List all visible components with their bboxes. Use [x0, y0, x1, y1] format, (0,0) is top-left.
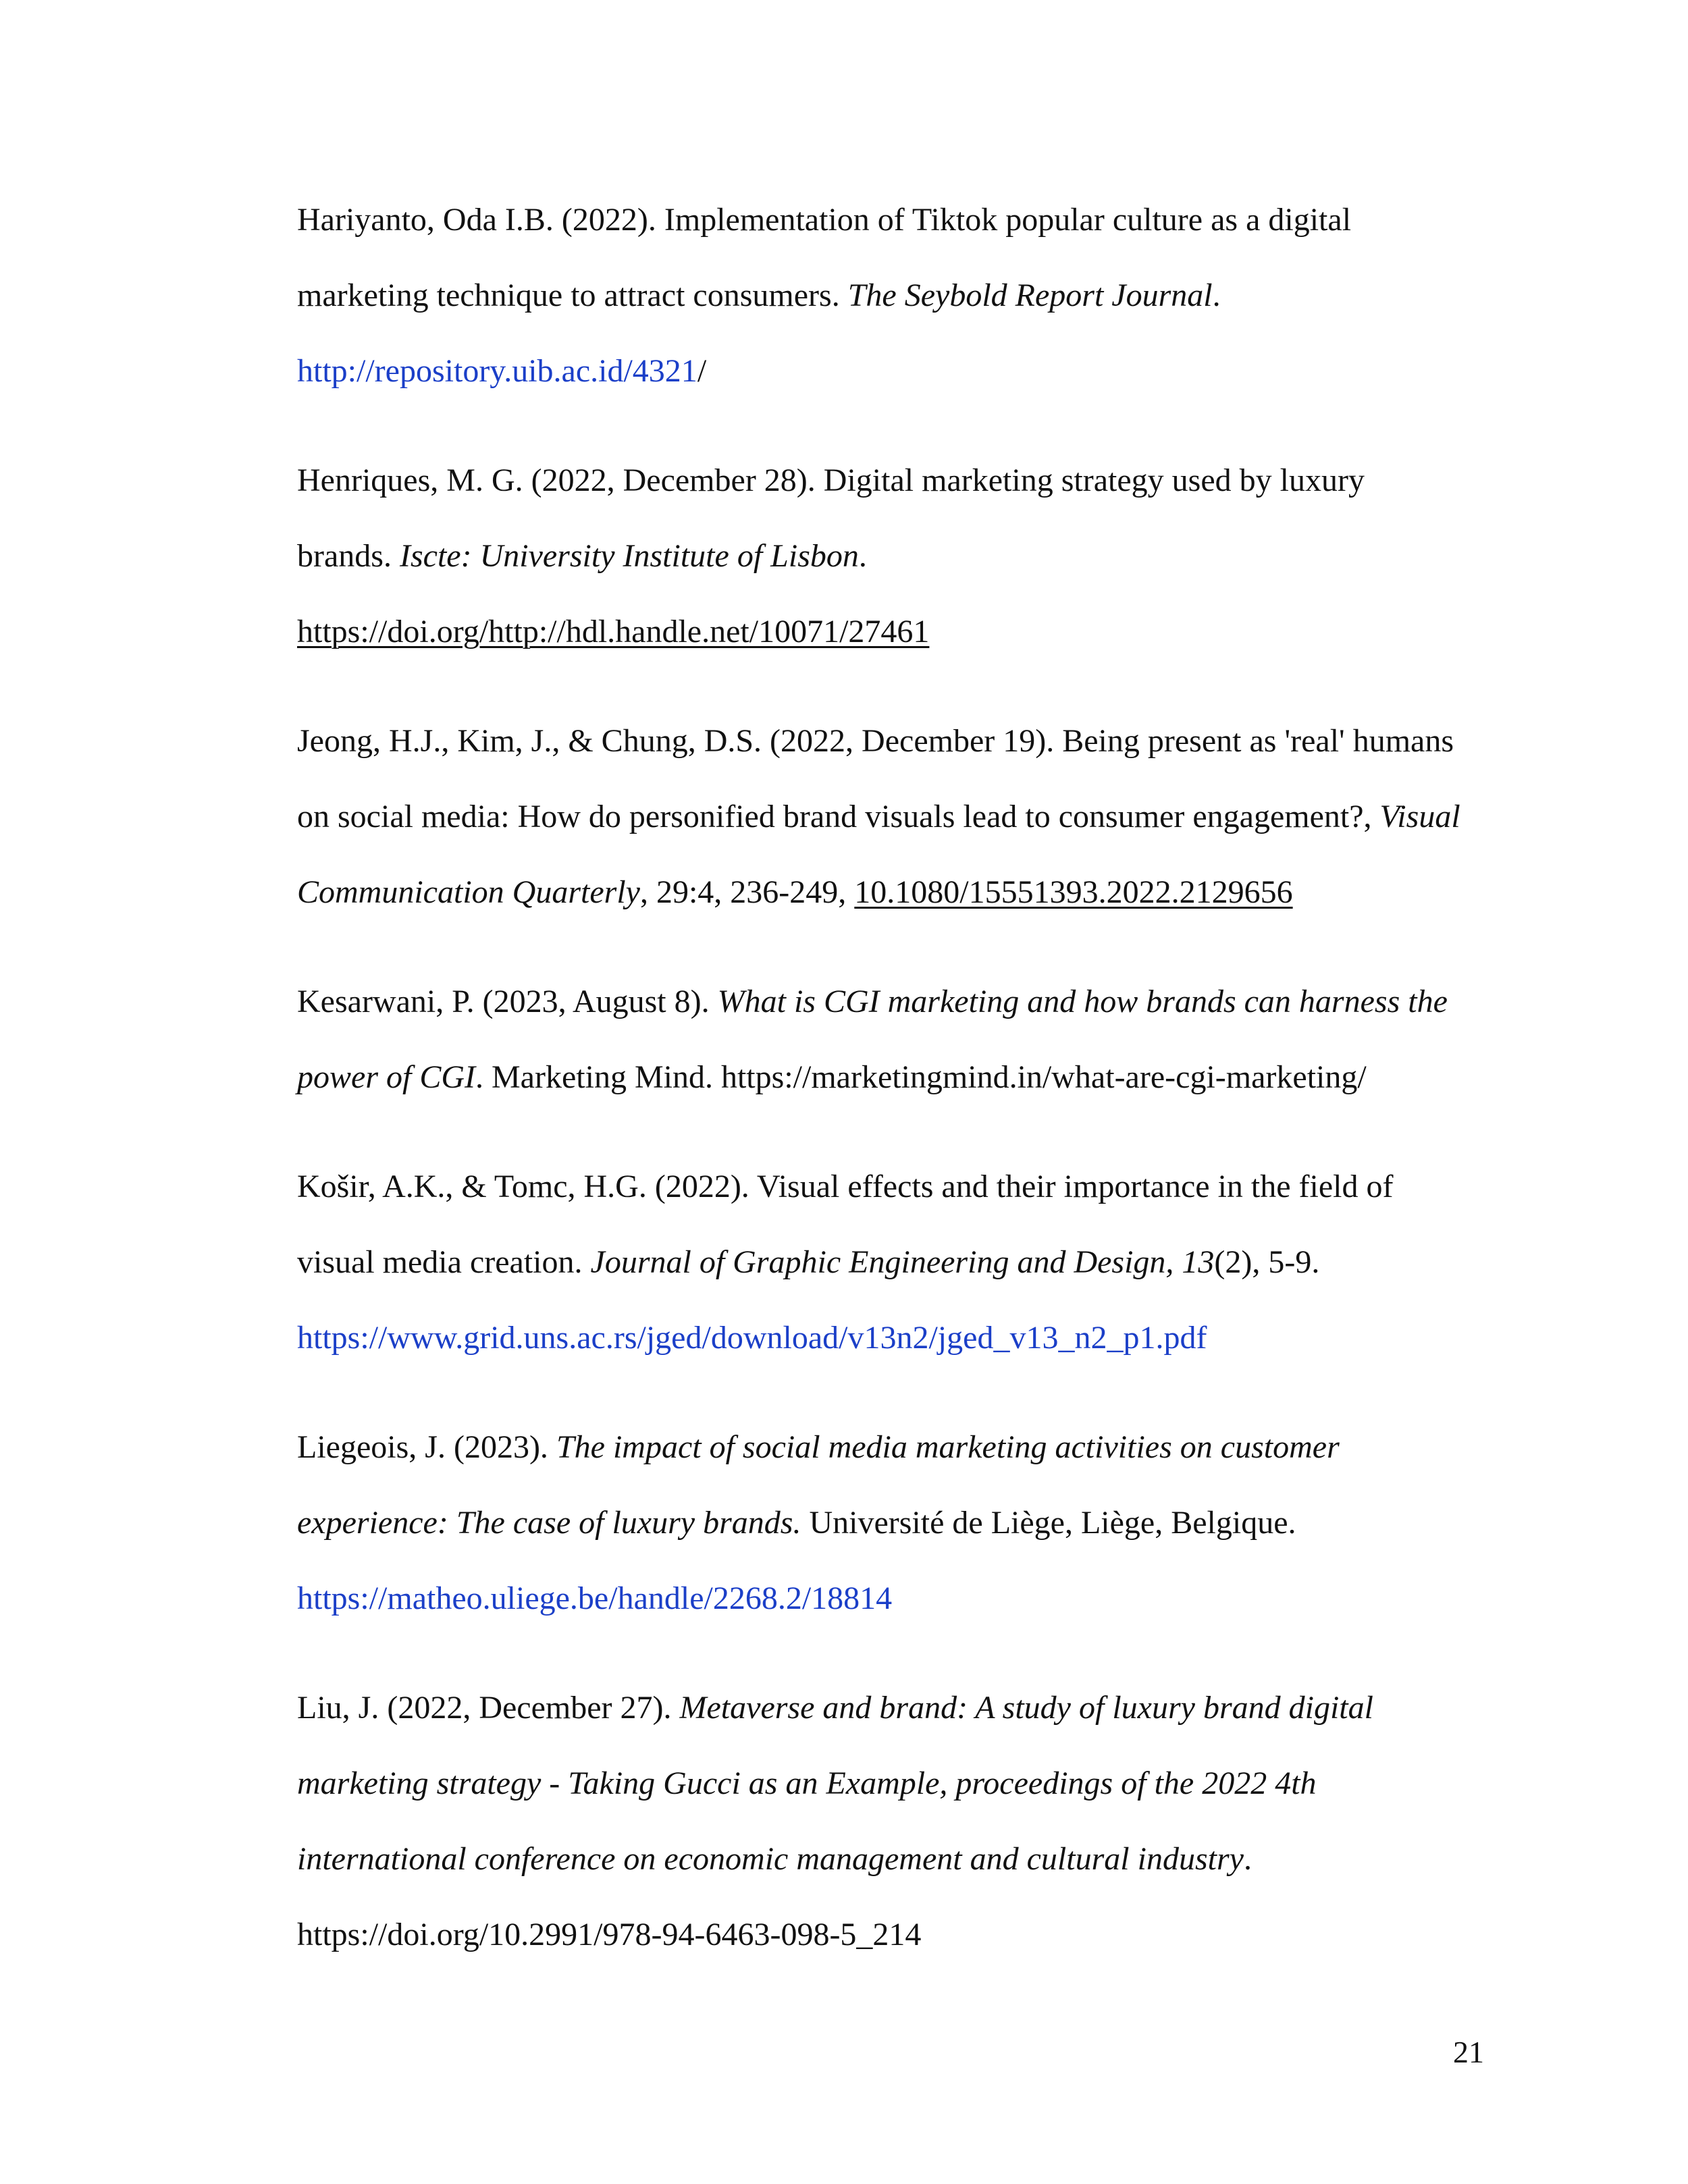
reference-text: Henriques, M. G. (2022, December 28). Digital marketing strategy used by luxury [297, 462, 1365, 498]
reference-line [297, 1311, 1492, 1387]
reference-text: Liegeois, J. (2023). [297, 1429, 556, 1465]
reference-text: on social media: How do personified brand visuals lead to consumer engagement?, [297, 799, 1380, 834]
journal-title: The Seybold Report Journal [847, 277, 1213, 313]
reference-text: Košir, A.K., & Tomc, H.G. (2022). Visual effects and their importance in the field of [297, 1169, 1394, 1204]
reference-line [297, 454, 1492, 529]
reference-entry [297, 1160, 1492, 1387]
reference-line [297, 714, 1492, 790]
work-title: What is CGI marketing and how brands can harness the [717, 984, 1448, 1019]
work-title: international conference on economic management and cultural industry [297, 1841, 1244, 1877]
reference-link[interactable]: http://repository.uib.ac.id/4321 [297, 353, 697, 389]
reference-line [297, 1160, 1492, 1235]
reference-entry [297, 454, 1492, 681]
reference-line [297, 1832, 1492, 1908]
reference-line [297, 1496, 1492, 1572]
journal-title: Journal of Graphic Engineering and Design, 13 [590, 1244, 1215, 1280]
reference-entry [297, 1681, 1492, 1983]
reference-entry [297, 714, 1492, 941]
reference-line [297, 1050, 1492, 1126]
reference-text: . Marketing Mind. https://marketingmind.in/what-are-cgi-marketing/ [475, 1059, 1367, 1095]
reference-line [297, 1572, 1492, 1647]
page-number: 21 [1453, 2035, 1484, 2069]
reference-text: Hariyanto, Oda I.B. (2022). Implementation of Tiktok popular culture as a digital [297, 202, 1352, 238]
reference-line [297, 344, 1492, 420]
work-title: Metaverse and brand: A study of luxury brand digital [679, 1690, 1373, 1726]
reference-text: . [1243, 1841, 1252, 1877]
reference-entry [297, 193, 1492, 420]
reference-line [297, 790, 1492, 865]
reference-link[interactable]: https://doi.org/10.2991/978-94-6463-098-5_214 [297, 1917, 922, 1952]
reference-line [297, 1757, 1492, 1832]
reference-line [297, 605, 1492, 681]
reference-text: marketing technique to attract consumers. [297, 277, 848, 313]
journal-title: Iscte: University Institute of Lisbon [399, 538, 859, 574]
journal-title: Communication Quarterly [297, 874, 640, 910]
reference-line [297, 269, 1492, 344]
work-title: The impact of social media marketing activities on customer [556, 1429, 1340, 1465]
reference-text: brands. [297, 538, 400, 574]
reference-text: Jeong, H.J., Kim, J., & Chung, D.S. (2022, December 19). Being present as 'real' humans [297, 723, 1454, 759]
reference-line [297, 865, 1492, 941]
reference-text: Liu, J. (2022, December 27). [297, 1690, 680, 1726]
reference-line [297, 1420, 1492, 1496]
reference-entry [297, 1420, 1492, 1647]
reference-text: / [697, 353, 707, 389]
reference-text: Kesarwani, P. (2023, August 8). [297, 984, 718, 1019]
reference-link[interactable]: https://www.grid.uns.ac.rs/jged/download/v13n2/jged_v13_n2_p1.pdf [297, 1320, 1207, 1356]
reference-text: Université de Liège, Liège, Belgique. [801, 1505, 1296, 1541]
reference-line [297, 1908, 1492, 1983]
reference-line [297, 1235, 1492, 1311]
reference-text: (2), 5-9. [1214, 1244, 1320, 1280]
reference-entry [297, 975, 1492, 1126]
reference-text: . [858, 538, 867, 574]
reference-list [297, 193, 1492, 1983]
reference-line [297, 975, 1492, 1050]
work-title: marketing strategy - Taking Gucci as an Example, proceedings of the 2022 4th [297, 1765, 1317, 1801]
reference-text: . [1212, 277, 1221, 313]
reference-link[interactable]: https://matheo.uliege.be/handle/2268.2/18814 [297, 1580, 893, 1616]
journal-title: Visual [1379, 799, 1460, 834]
work-title: power of CGI [297, 1059, 475, 1095]
reference-line [297, 529, 1492, 605]
reference-text: , 29:4, 236-249, [639, 874, 855, 910]
doi-link[interactable]: 10.1080/15551393.2022.2129656 [854, 874, 1293, 910]
reference-text: visual media creation. [297, 1244, 591, 1280]
reference-line [297, 193, 1492, 269]
reference-line [297, 1681, 1492, 1757]
work-title: experience: The case of luxury brands. [297, 1505, 801, 1541]
reference-link[interactable]: https://doi.org/http://hdl.handle.net/10071/27461 [297, 614, 930, 649]
